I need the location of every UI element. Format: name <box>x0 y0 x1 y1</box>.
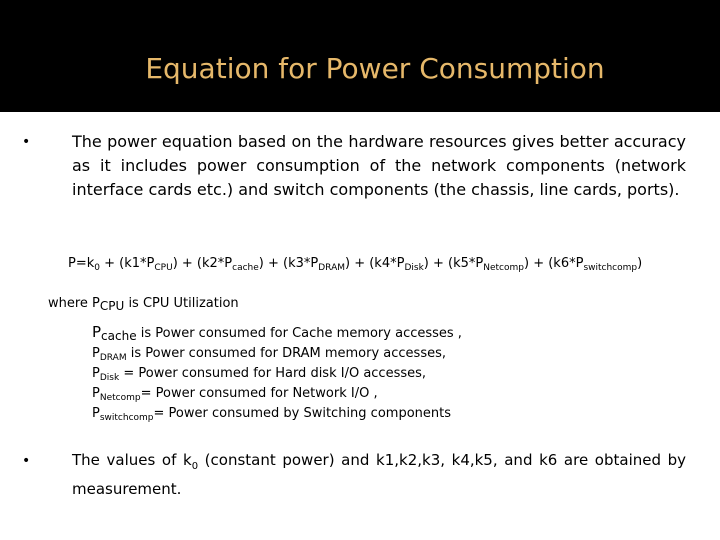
eq-term-1-close: ) <box>172 256 178 271</box>
bullet-1 <box>22 130 686 202</box>
def-dram-text: Power consumed for DRAM memory accesses, <box>145 346 447 361</box>
eq-term-5-close: ) <box>523 256 530 271</box>
eq-term-1: + (k1*P <box>100 256 155 271</box>
def-netcomp <box>92 386 378 406</box>
eq-term-5: + (k5*P <box>428 256 484 271</box>
def-dram-is: is <box>126 346 146 361</box>
def-cache-p: P <box>92 323 102 341</box>
def-cache-text: Power consumed for Cache memory accesses , <box>155 326 462 341</box>
def-cache-sub: cache <box>101 329 137 343</box>
def-disk-is: = <box>119 366 139 381</box>
def-switchcomp-text: Power consumed by Switching components <box>168 406 451 421</box>
eq-term-4: + (k4*P <box>350 256 405 271</box>
def-switchcomp-p: P <box>92 406 100 421</box>
def-cpu-sub: CPU <box>99 299 125 313</box>
def-netcomp-sub: Netcomp <box>99 393 141 403</box>
def-dram <box>92 346 446 366</box>
def-disk-text: Power consumed for Hard disk I/O accesses, <box>138 366 427 381</box>
def-disk-p: P <box>92 366 100 381</box>
eq-term-2-close: ) <box>258 256 264 271</box>
def-cache-is: is <box>136 326 156 341</box>
bullet-2-sub: 0 <box>191 461 199 472</box>
eq-term-4-sub: Disk <box>404 263 424 273</box>
bullet-2 <box>22 449 686 500</box>
def-cpu-is: is <box>124 296 143 311</box>
eq-term-3-close: ) <box>345 256 351 271</box>
eq-term-1-sub: CPU <box>154 263 173 273</box>
bullet-dot-icon: • <box>22 134 31 150</box>
eq-term-3: + (k3*P <box>263 256 319 271</box>
power-equation <box>68 254 668 278</box>
def-dram-p: P <box>92 346 100 361</box>
def-switchcomp-is: = <box>153 406 169 421</box>
eq-term-5-sub: Netcomp <box>483 263 524 273</box>
bullet-2-pre: The values of k <box>72 451 192 469</box>
eq-term-2: + (k2*P <box>177 256 233 271</box>
def-cpu <box>48 296 239 314</box>
def-disk <box>92 366 426 386</box>
eq-term-6: + (k6*P <box>529 256 584 271</box>
bullet-1-text: The power equation based on the hardware resources gives better accuracy as it includes power consumption of the network components (network interface cards etc.) and switch components (the chassis, line cards, ports). <box>72 132 686 199</box>
def-cache <box>92 324 462 344</box>
def-cpu-prefix: where P <box>48 296 100 311</box>
def-switchcomp <box>92 406 451 426</box>
def-switchcomp-sub: switchcomp <box>99 413 154 423</box>
def-netcomp-p: P <box>92 386 100 401</box>
bullet-2-post: (constant power) and k1,k2,k3, k4,k5, and k6 are obtained by measurement. <box>72 451 687 498</box>
bullet-dot-icon: • <box>22 453 31 469</box>
def-cpu-text: CPU Utilization <box>142 296 239 311</box>
def-dram-sub: DRAM <box>99 353 127 363</box>
def-disk-sub: Disk <box>99 373 120 383</box>
eq-term-6-close: ) <box>637 256 643 271</box>
eq-term-2-sub: cache <box>232 263 259 273</box>
eq-lhs: P=k <box>68 256 95 271</box>
eq-term-3-sub: DRAM <box>318 263 345 273</box>
def-netcomp-is: = <box>140 386 156 401</box>
def-netcomp-text: Power consumed for Network I/O , <box>155 386 378 401</box>
slide-title: Equation for Power Consumption <box>145 52 605 85</box>
bullet-2-text <box>72 449 686 500</box>
eq-term-4-close: ) <box>423 256 429 271</box>
eq-k0-sub: 0 <box>94 263 100 273</box>
eq-term-6-sub: switchcomp <box>583 263 638 273</box>
